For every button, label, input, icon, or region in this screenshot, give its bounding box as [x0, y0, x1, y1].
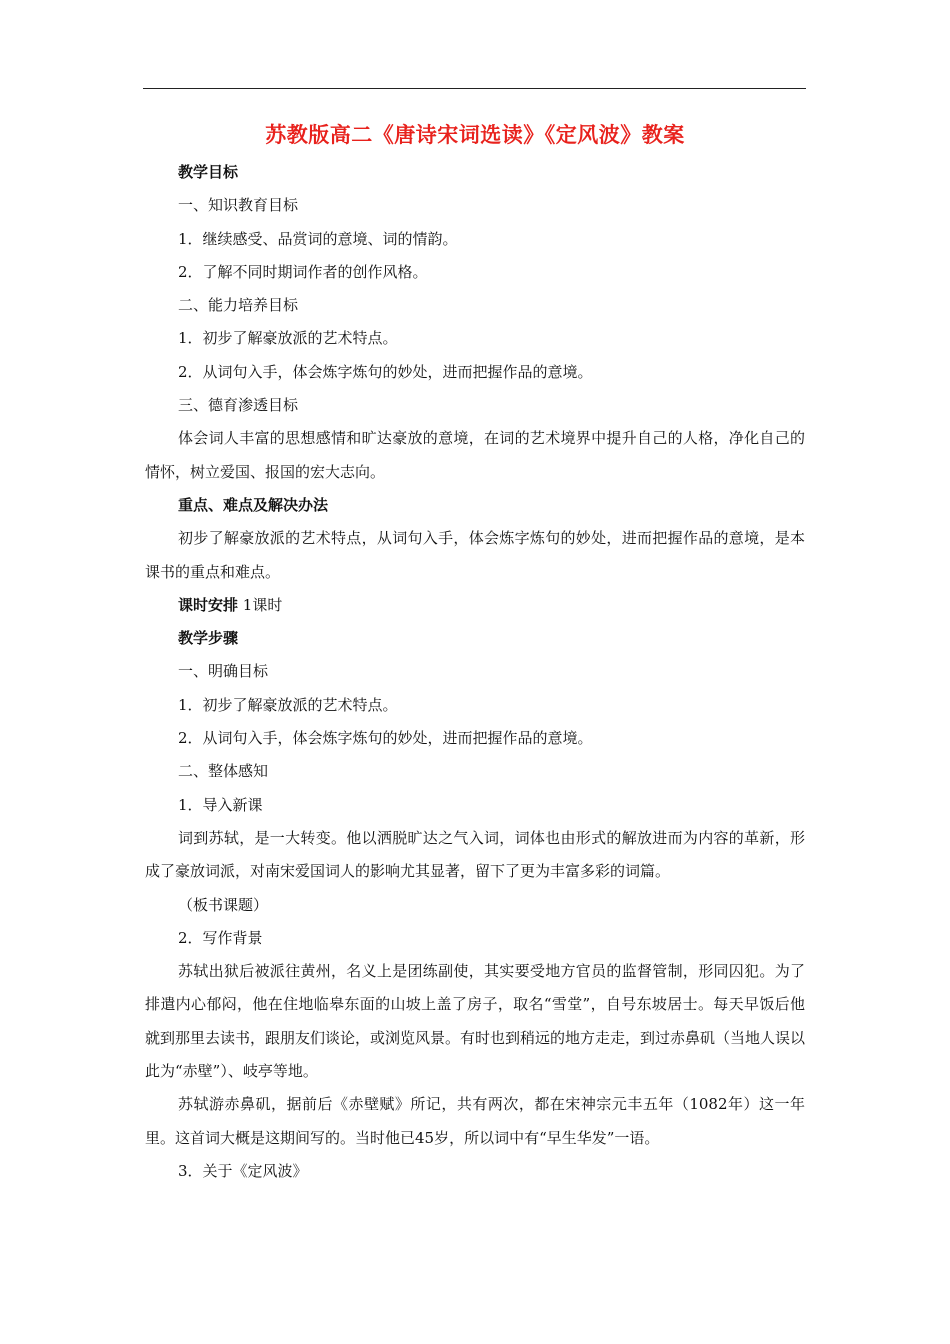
paragraph: 3．关于《定风波》 — [178, 1161, 308, 1180]
paragraph: 苏轼出狱后被派往黄州，名义上是团练副使，其实要受地方官员的监督管制，形同囚犯。为了排遣内心郁闷，他在住地临皋东面的山坡上盖了房子，取名“雪堂”，自号东坡居士。每天早饭后他就到那里去读书，跟朋友们谈论，或浏览风景。有时也到稍远的地方走走，到过赤鼻矶（当地人误以此为“赤壁”）、岐亭等地。 — [145, 962, 806, 1081]
paragraph-schedule — [145, 589, 805, 622]
paragraph: 初步了解豪放派的艺术特点，从词句入手，体会炼字炼句的妙处，进而把握作品的意境，是本课书的重点和难点。 — [145, 529, 805, 581]
paragraph: 一、知识教育目标 — [178, 196, 299, 215]
paragraph: 一、明确目标 — [178, 662, 269, 681]
paragraph: 苏轼游赤鼻矶，据前后《赤壁赋》所记，共有两次，都在宋神宗元丰五年（1082年）这一年里。这首词大概是这期间写的。当时他已45岁，所以词中有“早生华发”一语。 — [145, 1095, 805, 1147]
paragraph: 二、整体感知 — [178, 762, 269, 781]
paragraph: 2．从词句入手，体会炼字炼句的妙处，进而把握作品的意境。 — [178, 362, 593, 381]
header-rule — [143, 88, 806, 89]
paragraph: 词到苏轼，是一大转变。他以洒脱旷达之气入词，词体也由形式的解放进而为内容的革新，形成了豪放词派，对南宋爱国词人的影响尤其显著，留下了更为丰富多彩的词篇。 — [145, 828, 805, 881]
schedule-label: 课时安排 — [178, 595, 239, 614]
section-heading-steps: 教学步骤 — [178, 629, 239, 648]
paragraph: 体会词人丰富的思想感情和旷达豪放的意境，在词的艺术境界中提升自己的人格，净化自己的情怀，树立爱国、报国的宏大志向。 — [145, 429, 805, 481]
document-title: 苏教版高二《唐诗宋词选读》《定风波》教案 — [265, 122, 685, 147]
paragraph: 2．写作背景 — [178, 928, 263, 947]
document-page — [145, 118, 805, 1188]
schedule-value: 1课时 — [238, 595, 283, 614]
section-heading-objectives: 教学目标 — [178, 163, 239, 181]
paragraph: 二、能力培养目标 — [178, 296, 299, 315]
paragraph: 三、德育渗透目标 — [178, 396, 299, 415]
section-heading-key-points: 重点、难点及解决办法 — [178, 495, 329, 514]
paragraph: 2．了解不同时期词作者的创作风格。 — [178, 262, 428, 281]
paragraph: 1．继续感受、品赏词的意境、词的情韵。 — [178, 229, 458, 248]
paragraph: （板书课题） — [178, 895, 269, 914]
paragraph: 1．导入新课 — [178, 795, 263, 814]
paragraph: 1．初步了解豪放派的艺术特点。 — [178, 329, 398, 348]
paragraph: 1．初步了解豪放派的艺术特点。 — [178, 695, 398, 714]
paragraph: 2．从词句入手，体会炼字炼句的妙处，进而把握作品的意境。 — [178, 729, 593, 748]
